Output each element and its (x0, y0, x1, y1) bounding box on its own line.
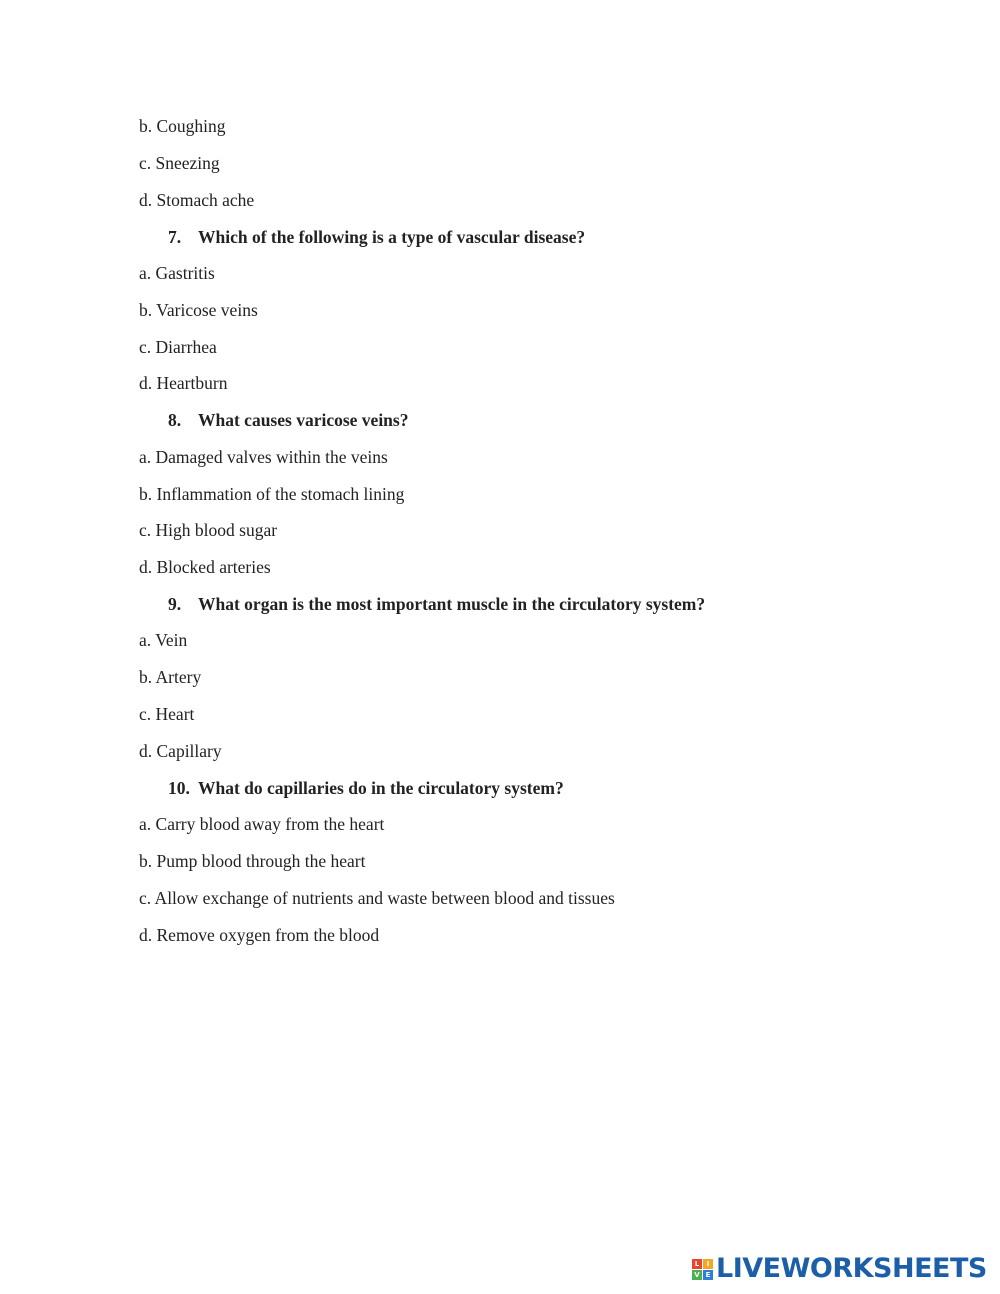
logo-letter-v: V (692, 1270, 702, 1280)
option-a-carry-blood: a. Carry blood away from the heart (139, 814, 385, 834)
question-text: What do capillaries do in the circulatory system? (198, 778, 564, 798)
question-7 (168, 226, 585, 248)
question-8 (168, 409, 408, 431)
option-c-heart: c. Heart (139, 704, 195, 724)
question-9 (168, 593, 705, 615)
option-a-damaged-valves: a. Damaged valves within the veins (139, 447, 388, 467)
logo-letter-i: I (703, 1259, 713, 1269)
liveworksheets-logo-icon (692, 1259, 713, 1280)
option-d-remove-oxygen: d. Remove oxygen from the blood (139, 925, 380, 945)
option-b-inflammation: b. Inflammation of the stomach lining (139, 484, 405, 504)
question-number: 10. (168, 778, 190, 798)
option-b-varicose-veins: b. Varicose veins (139, 300, 258, 320)
option-c-allow-exchange: c. Allow exchange of nutrients and waste between blood and tissues (139, 888, 615, 908)
option-d-blocked-arteries: d. Blocked arteries (139, 557, 271, 577)
question-text: Which of the following is a type of vascular disease? (198, 227, 586, 247)
brand-name: LIVEWORKSHEETS (716, 1253, 987, 1284)
question-number: 7. (168, 227, 182, 247)
liveworksheets-brand (692, 1255, 987, 1283)
option-d-stomach-ache: d. Stomach ache (139, 190, 255, 210)
option-a-vein: a. Vein (139, 630, 188, 650)
option-c-high-blood-sugar: c. High blood sugar (139, 520, 278, 540)
question-number: 9. (168, 594, 182, 614)
option-a-gastritis: a. Gastritis (139, 263, 215, 283)
question-number: 8. (168, 410, 182, 430)
question-text: What organ is the most important muscle in the circulatory system? (198, 594, 706, 614)
option-b-coughing: b. Coughing (139, 116, 226, 136)
question-text: What causes varicose veins? (198, 410, 409, 430)
option-b-artery: b. Artery (139, 667, 202, 687)
logo-letter-e: E (703, 1270, 713, 1280)
option-c-diarrhea: c. Diarrhea (139, 337, 217, 357)
option-c-sneezing: c. Sneezing (139, 153, 220, 173)
option-d-heartburn: d. Heartburn (139, 373, 228, 393)
logo-letter-l: L (692, 1259, 702, 1269)
option-b-pump-blood: b. Pump blood through the heart (139, 851, 366, 871)
option-d-capillary: d. Capillary (139, 741, 222, 761)
question-10 (168, 777, 564, 799)
